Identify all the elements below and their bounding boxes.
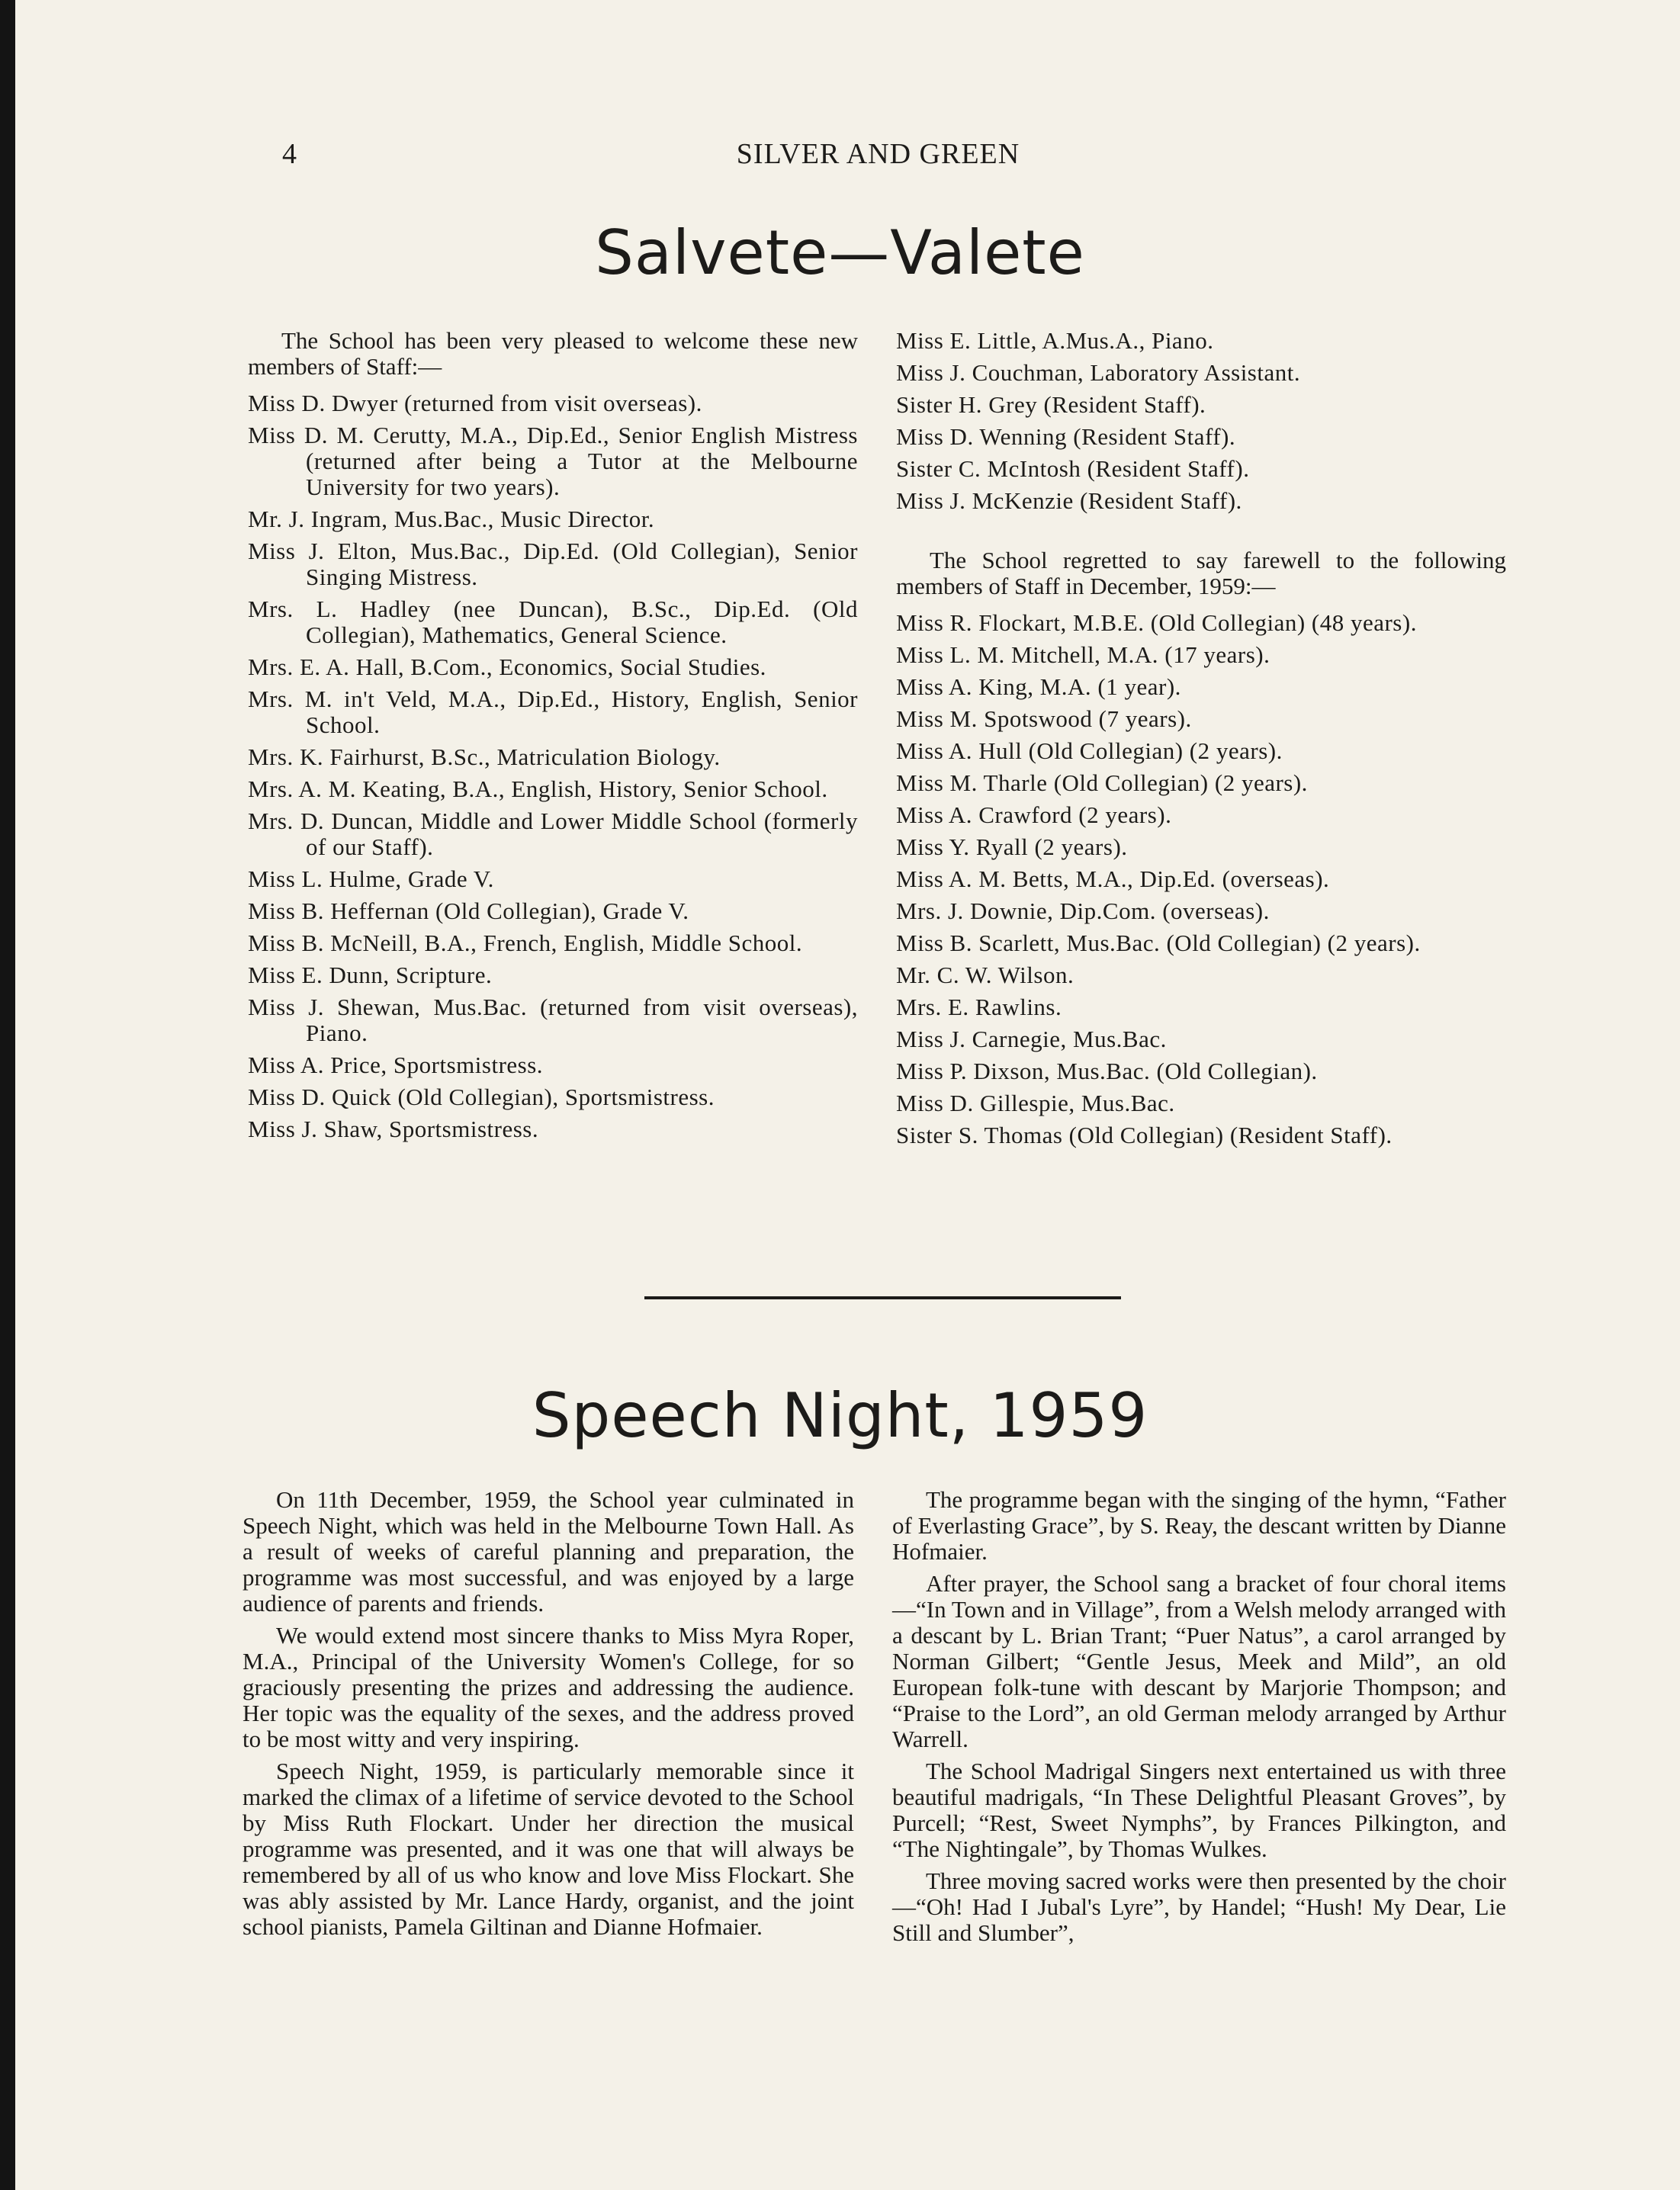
new-staff-entry: Miss E. Dunn, Scripture. <box>248 962 493 988</box>
salvete-valete-heading: Salvete—Valete <box>595 217 1085 288</box>
new-staff-entry: Sister C. McIntosh (Resident Staff). <box>896 455 1250 482</box>
departing-staff-entry: Mr. C. W. Wilson. <box>896 962 1074 988</box>
new-staff-entry: Miss D. Dwyer (returned from visit overseas). <box>248 390 702 416</box>
speech-night-paragraph: The School Madrigal Singers next entertained us with three beautiful madrigals, “In These Delightful Pleasant Groves”, by Purcell; “Rest, Sweet Nymphs”, by Frances Pilkington, and “The Nightingale”, by Thomas Wulkes. <box>892 1758 1506 1862</box>
speech-night-left-column <box>243 1487 854 1946</box>
new-staff-entry: Miss J. Elton, Mus.Bac., Dip.Ed. (Old Collegian), Senior Singing Mistress. <box>248 538 858 590</box>
departing-staff-entry: Miss L. M. Mitchell, M.A. (17 years). <box>896 641 1270 668</box>
departing-staff-entry: Mrs. J. Downie, Dip.Com. (overseas). <box>896 898 1270 924</box>
departing-staff-entry: Sister S. Thomas (Old Collegian) (Resident Staff). <box>896 1122 1393 1148</box>
speech-night-paragraph: We would extend most sincere thanks to Miss Myra Roper, M.A., Principal of the University Women's College, for so graciously presenting the prizes and addressing the audience. Her topic was the equality of the sexes, and the address proved to be most witty and very inspiring. <box>243 1622 854 1752</box>
book-binding-edge <box>0 0 15 2190</box>
departing-staff-entry: Miss A. Hull (Old Collegian) (2 years). <box>896 737 1283 764</box>
departing-staff-entry: Miss J. Carnegie, Mus.Bac. <box>896 1026 1167 1052</box>
new-staff-entry: Mrs. L. Hadley (nee Duncan), B.Sc., Dip.Ed. (Old Collegian), Mathematics, General Science. <box>248 596 858 648</box>
departing-staff-entry: Miss M. Tharle (Old Collegian) (2 years). <box>896 769 1308 796</box>
new-staff-entry: Miss J. McKenzie (Resident Staff). <box>896 487 1242 514</box>
salvete-right-column <box>896 328 1506 1154</box>
speech-night-paragraph: Three moving sacred works were then presented by the choir—“Oh! Had I Jubal's Lyre”, by Handel; “Hush! My Dear, Lie Still and Slumber”, <box>892 1867 1506 1946</box>
departing-staff-entry: Miss Y. Ryall (2 years). <box>896 833 1128 860</box>
new-staff-entry: Mrs. M. in't Veld, M.A., Dip.Ed., History, English, Senior School. <box>248 686 858 738</box>
new-staff-entry: Miss D. Wenning (Resident Staff). <box>896 423 1236 450</box>
new-staff-entry: Mrs. E. A. Hall, B.Com., Economics, Social Studies. <box>248 653 766 680</box>
new-staff-entry: Miss L. Hulme, Grade V. <box>248 865 494 892</box>
page-number: 4 <box>282 138 297 170</box>
speech-night-right-column <box>892 1487 1506 1952</box>
departing-staff-entry: Miss A. Crawford (2 years). <box>896 801 1172 828</box>
new-staff-entry: Miss D. Quick (Old Collegian), Sportsmistress. <box>248 1084 715 1110</box>
salvete-left-column <box>248 328 858 1148</box>
departing-staff-entry: Miss D. Gillespie, Mus.Bac. <box>896 1090 1175 1116</box>
departing-staff-entry: Miss A. M. Betts, M.A., Dip.Ed. (overseas). <box>896 865 1330 892</box>
departing-staff-entry: Miss M. Spotswood (7 years). <box>896 705 1192 732</box>
speech-night-paragraph: Speech Night, 1959, is particularly memorable since it marked the climax of a lifetime of service devoted to the School by Miss Ruth Flockart. Under her direction the musical programme was presented, and it was one that will always be remembered by all of us who know and love Miss Flockart. She was ably assisted by Mr. Lance Hardy, organist, and the joint school pianists, Pamela Giltinan and Dianne Hofmaier. <box>243 1758 854 1940</box>
new-staff-entry: Miss B. McNeill, B.A., French, English, Middle School. <box>248 930 803 956</box>
new-staff-entry: Mr. J. Ingram, Mus.Bac., Music Director. <box>248 506 655 532</box>
new-staff-entry: Mrs. D. Duncan, Middle and Lower Middle School (formerly of our Staff). <box>248 808 858 860</box>
speech-night-paragraph: After prayer, the School sang a bracket of four choral items—“In Town and in Village”, from a Welsh melody arranged with a descant by L. Brian Trant; “Puer Natus”, a carol arranged by Norman Gilbert; “Gentle Jesus, Meek and Mild”, an old European folk-tune with descant by Marjorie Thompson; and “Praise to the Lord”, an old German melody arranged by Arthur Warrell. <box>892 1570 1506 1752</box>
new-staff-entry: Miss J. Couchman, Laboratory Assistant. <box>896 359 1301 386</box>
welcome-intro: The School has been very pleased to welcome these new members of Staff:— <box>248 327 858 380</box>
departing-staff-entry: Miss A. King, M.A. (1 year). <box>896 673 1181 700</box>
farewell-intro: The School regretted to say farewell to the following members of Staff in December, 1959:— <box>896 547 1506 599</box>
running-head <box>244 137 1512 174</box>
departing-staff-entry: Mrs. E. Rawlins. <box>896 994 1062 1020</box>
speech-night-paragraph: On 11th December, 1959, the School year culminated in Speech Night, which was held in the Melbourne Town Hall. As a result of weeks of careful planning and preparation, the programme was most successful, and was enjoyed by a large audience of parents and friends. <box>243 1486 854 1617</box>
new-staff-entry: Miss D. M. Cerutty, M.A., Dip.Ed., Senior English Mistress (returned after being a Tutor at the Melbourne University for two years). <box>248 422 858 500</box>
new-staff-entry: Miss B. Heffernan (Old Collegian), Grade V. <box>248 898 689 924</box>
departing-staff-entry: Miss R. Flockart, M.B.E. (Old Collegian) (48 years). <box>896 609 1417 636</box>
departing-staff-entry: Miss B. Scarlett, Mus.Bac. (Old Collegian) (2 years). <box>896 930 1421 956</box>
new-staff-entry: Miss E. Little, A.Mus.A., Piano. <box>896 327 1214 354</box>
speech-night-paragraph: The programme began with the singing of the hymn, “Father of Everlasting Grace”, by S. Reay, the descant written by Dianne Hofmaier. <box>892 1486 1506 1565</box>
new-staff-entry: Mrs. K. Fairhurst, B.Sc., Matriculation Biology. <box>248 743 721 770</box>
journal-title: SILVER AND GREEN <box>736 138 1020 170</box>
departing-staff-entry: Miss P. Dixson, Mus.Bac. (Old Collegian). <box>896 1058 1318 1084</box>
section-divider <box>644 1296 1121 1299</box>
new-staff-entry: Miss J. Shewan, Mus.Bac. (returned from visit overseas), Piano. <box>248 994 858 1046</box>
speech-night-heading: Speech Night, 1959 <box>532 1380 1148 1451</box>
new-staff-entry: Miss A. Price, Sportsmistress. <box>248 1052 544 1078</box>
new-staff-entry: Sister H. Grey (Resident Staff). <box>896 391 1206 418</box>
new-staff-entry: Miss J. Shaw, Sportsmistress. <box>248 1116 539 1142</box>
new-staff-entry: Mrs. A. M. Keating, B.A., English, History, Senior School. <box>248 775 828 802</box>
